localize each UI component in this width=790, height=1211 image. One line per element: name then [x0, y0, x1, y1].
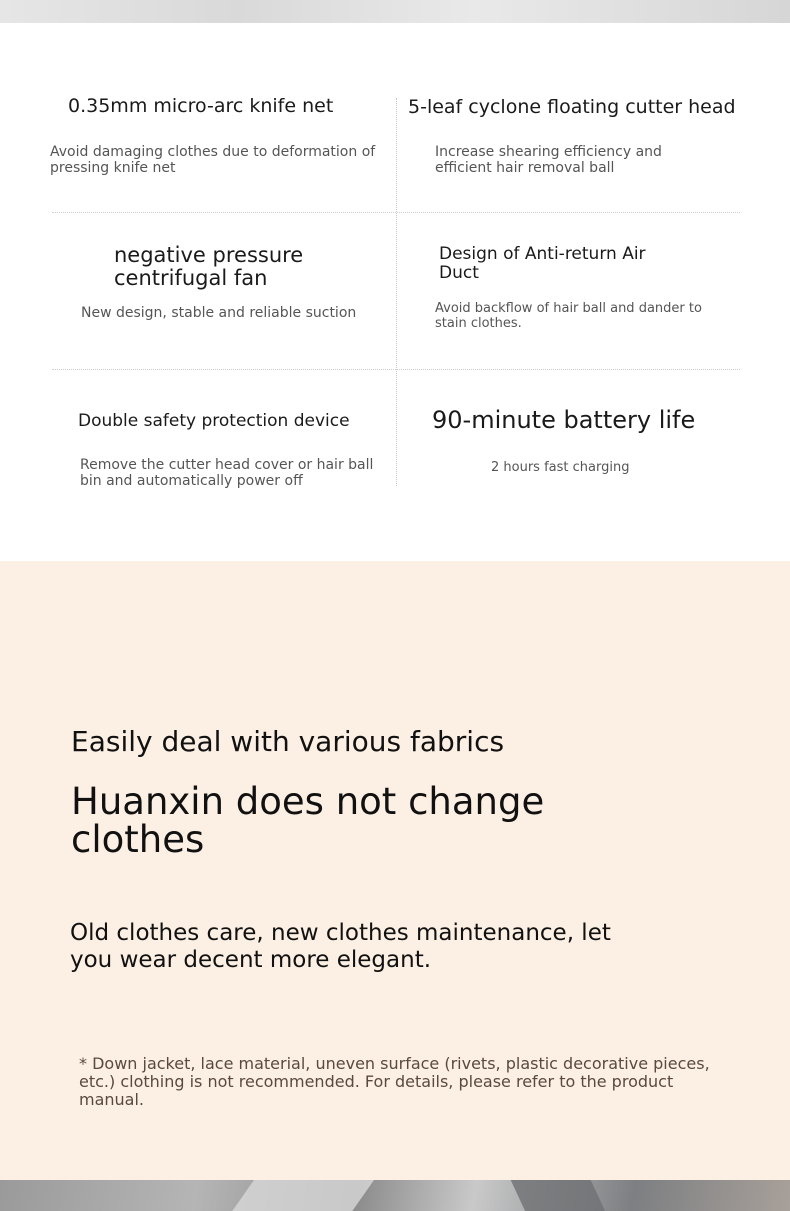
promo-subheading: Easily deal with various fabrics — [71, 725, 505, 758]
feature-desc-knife-net: Avoid damaging clothes due to deformation of pressing knife net — [50, 144, 376, 176]
feature-title-safety-device: Double safety protection device — [78, 411, 350, 431]
top-photo-strip — [0, 0, 790, 23]
feature-desc-battery-life: 2 hours fast charging — [491, 460, 630, 475]
feature-title-air-duct: Design of Anti-return Air Duct — [439, 244, 646, 283]
feature-title-cutter-head: 5-leaf cyclone floating cutter head — [408, 96, 736, 118]
bottom-photo-strip — [0, 1180, 790, 1211]
promo-footnote: * Down jacket, lace material, uneven surface (rivets, plastic decorative pieces, etc.) clothing is not recommended. For details, please refer to the product manual. — [79, 1054, 710, 1109]
feature-desc-cutter-head: Increase shearing efficiency and efficient hair removal ball — [435, 144, 662, 176]
promo-heading: Huanxin does not change clothes — [71, 780, 545, 861]
photo-shadow — [508, 1180, 611, 1211]
feature-title-knife-net: 0.35mm micro-arc knife net — [68, 95, 334, 117]
photo-highlight — [219, 1180, 381, 1211]
feature-desc-air-duct: Avoid backflow of hair ball and dander to stain clothes. — [435, 301, 702, 331]
grid-row-divider-2 — [52, 369, 740, 370]
feature-title-battery-life: 90-minute battery life — [432, 406, 696, 434]
feature-title-centrifugal-fan: negative pressure centrifugal fan — [114, 243, 304, 290]
feature-desc-centrifugal-fan: New design, stable and reliable suction — [81, 305, 357, 321]
feature-desc-safety-device: Remove the cutter head cover or hair ball bin and automatically power off — [80, 457, 374, 489]
promo-body-text: Old clothes care, new clothes maintenance, let you wear decent more elegant. — [70, 920, 611, 973]
grid-row-divider-1 — [52, 212, 740, 213]
